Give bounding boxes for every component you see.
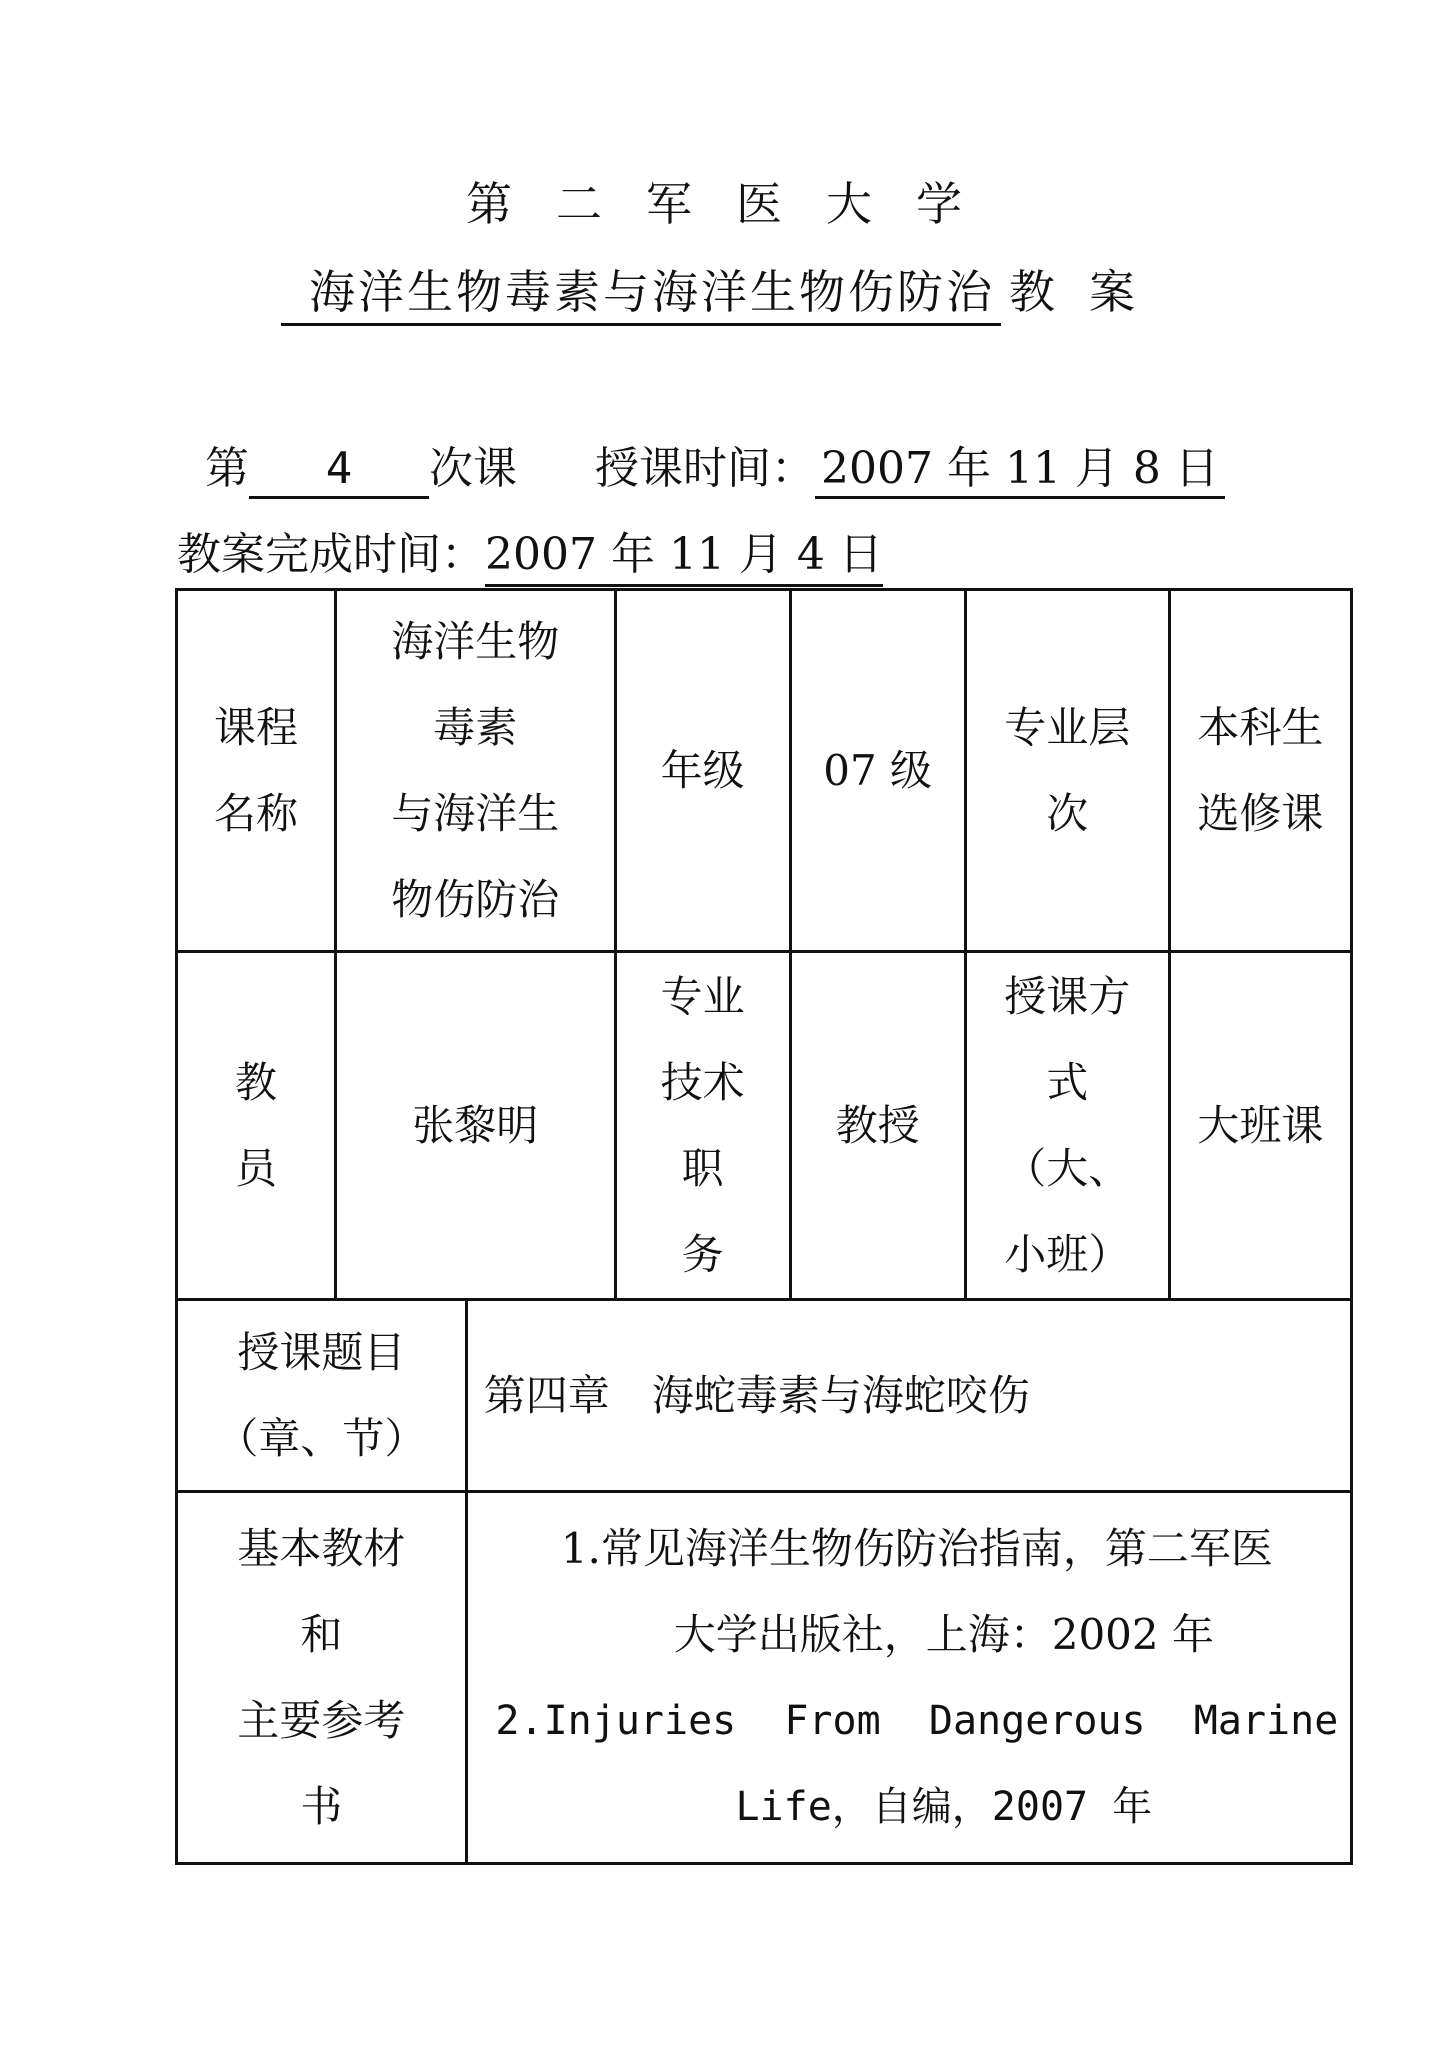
mode-value: 大班课 xyxy=(1169,952,1351,1300)
course-name-label: 课程 名称 xyxy=(177,590,336,952)
session-number: 4 xyxy=(249,443,429,499)
course-info-table xyxy=(175,588,1353,1865)
refs-value xyxy=(466,1492,1351,1864)
title-value: 教授 xyxy=(790,952,965,1300)
title-label: 专业 技术 职 务 xyxy=(615,952,790,1300)
session-line xyxy=(205,432,1225,499)
doc-type: 教案 xyxy=(1009,265,1169,319)
table-row xyxy=(177,590,1352,952)
prepared-value: 2007 年 11 月 4 日 xyxy=(485,518,883,587)
teacher-label: 教 员 xyxy=(177,952,336,1300)
course-name: 海洋生物毒素与海洋生物伤防治 xyxy=(281,265,1001,326)
mode-label: 授课方 式 （大、 小班） xyxy=(965,952,1169,1300)
teacher-value: 张黎明 xyxy=(335,952,615,1300)
session-prefix: 第 xyxy=(205,443,249,494)
session-suffix: 次课 xyxy=(429,443,517,494)
teach-time-label: 授课时间： xyxy=(595,443,815,494)
table-row xyxy=(177,1492,1352,1864)
topic-label: 授课题目 （章、节） xyxy=(177,1300,467,1492)
level-label: 专业层 次 xyxy=(965,590,1169,952)
topic-value: 第四章 海蛇毒素与海蛇咬伤 xyxy=(466,1300,1351,1492)
level-value: 本科生 选修课 xyxy=(1169,590,1351,952)
table-row xyxy=(177,952,1352,1300)
table-row xyxy=(177,1300,1352,1492)
prepared-label: 教案完成时间： xyxy=(177,529,485,580)
university-title: 第二军医大学 xyxy=(466,177,1006,231)
reference-item: 1.常见海洋生物伤防治指南，第二军医 大学出版社，上海：2002 年 xyxy=(560,1523,1273,1659)
refs-label: 基本教材 和 主要参考 书 xyxy=(177,1492,467,1864)
teach-time-value: 2007 年 11 月 8 日 xyxy=(815,432,1225,499)
prepared-line xyxy=(177,518,883,587)
course-plan-title xyxy=(0,256,1450,322)
grade-label: 年级 xyxy=(615,590,790,952)
course-name-value: 海洋生物 毒素 与海洋生 物伤防治 xyxy=(335,590,615,952)
reference-item: 2.Injuries From Dangerous Marine Life，自编，2007 年 xyxy=(495,1697,1339,1830)
grade-value: 07 级 xyxy=(790,590,965,952)
